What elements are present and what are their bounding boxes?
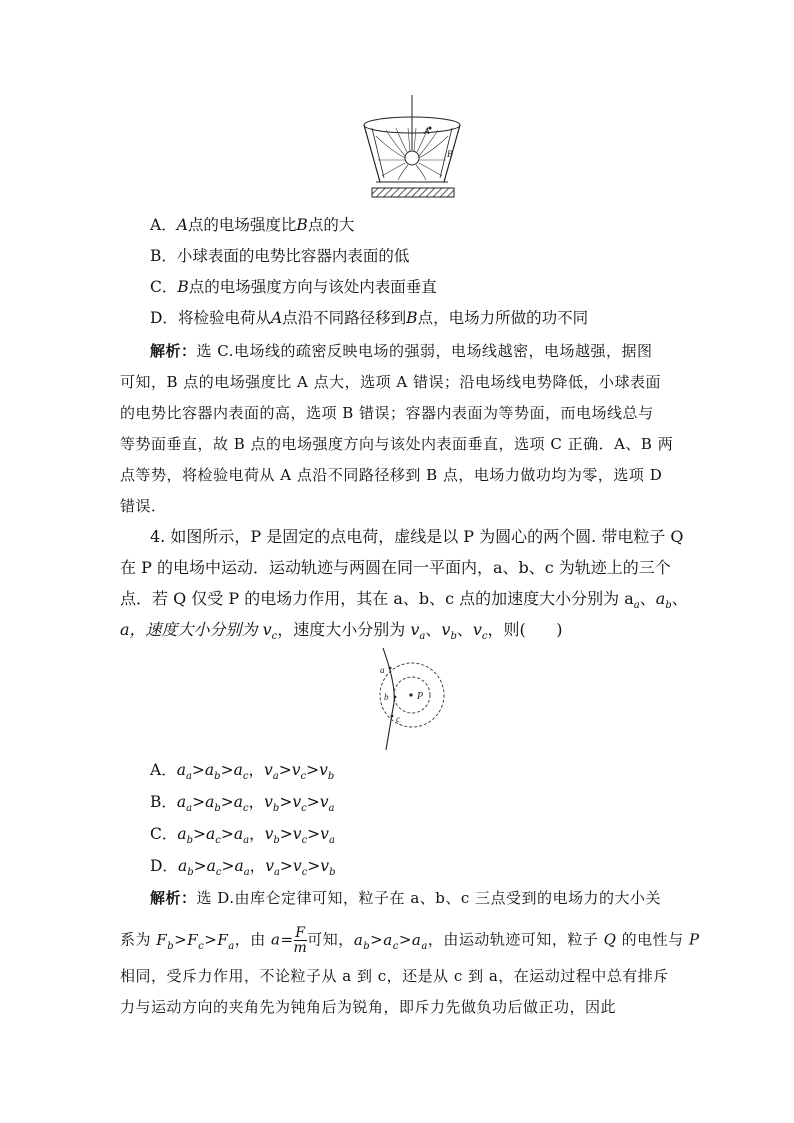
trajectory-figure [0,640,794,760]
q4-option-d: D．$a_b>a_c>a_a$，$v_a>v_c>v_b$ [150,857,336,879]
figure2-label-b: b [384,692,389,702]
figure1-label-b: B [447,149,453,159]
q4-stem-line2: 在 P 的电场中运动．运动轨迹与两圆在同一平面内，a、b、c 为轨迹上的三个 [120,558,671,577]
q3-option-b: B．小球表面的电势比容器内表面的低 [150,247,410,265]
figure2-label-a: a [380,665,385,675]
q4-solution-line2: 系为 $F_b>F_c>F_a$，由 a= $\frac{F}{m}$ 可知，$a_b>a_c>a_a$，由运动轨迹可知，粒子 Q 的电性与 P [120,925,700,956]
container-figure [0,0,794,210]
q3-solution-line2: 可知，B 点的电场强度比 A 点大，选项 A 错误；沿电场线电势降低，小球表面 [120,373,662,391]
q4-option-a: A．$a_a>a_b>a_c$，$v_a>v_c>v_b$ [150,761,335,783]
q4-stem-line4: a，速度大小分别为 $v_c$，速度大小分别为 $v_a$、$v_b$、$v_c$，则( ) [120,620,563,643]
q3-solution-line6: 错误． [120,497,167,515]
q4-solution-line1: 解析：选 D.由库仑定律可知，粒子在 a、b、c 三点受到的电场力的大小关 [150,889,662,907]
q3-solution-line5: 点等势，将检验电荷从 A 点沿不同路径移到 B 点，电场力做功均为零，选项 D [120,466,663,484]
q4-option-c: C．$a_b>a_c>a_a$，$v_b>v_c>v_a$ [150,825,335,847]
q3-option-c: C．B点的电场强度方向与该处内表面垂直 [150,278,437,296]
q4-solution-line3: 相同，受斥力作用，不论粒子从 a 到 c，还是从 c 到 a，在运动过程中总有排斥 [120,967,669,985]
q3-option-a: A．A点的电场强度比B点的大 [150,216,355,234]
q4-solution-line4: 力与运动方向的夹角先为钝角后为锐角，即斥力先做负功后做正功，因此 [120,998,617,1016]
q4-stem-line3: 点．若 Q 仅受 P 的电场力作用，其在 a、b、c 点的加速度大小分别为 $a_a$、$a_b$、 [120,589,688,612]
q3-solution-line4: 等势面垂直，故 B 点的电场强度方向与该处内表面垂直，选项 C 正确．A、B 两 [120,435,674,453]
q3-solution-line3: 的电势比容器内表面的高，选项 B 错误；容器内表面为等势面，而电场线总与 [120,404,654,422]
q4-stem-line1: 4. 如图所示，P 是固定的点电荷，虚线是以 P 为圆心的两个圆. 带电粒子 Q [150,527,684,546]
q4-option-b: B．$a_a>a_b>a_c$，$v_b>v_c>v_a$ [150,793,335,815]
figure1-label-a: A [424,126,430,136]
q3-option-d: D．将检验电荷从A点沿不同路径移到B点，电场力所做的功不同 [150,309,589,327]
figure2-label-c: c [396,714,400,724]
q3-solution-line1: 解析：选 C.电场线的疏密反映电场的强弱，电场线越密，电场越强，据图 [150,342,653,360]
figure2-label-p: P [417,691,424,702]
